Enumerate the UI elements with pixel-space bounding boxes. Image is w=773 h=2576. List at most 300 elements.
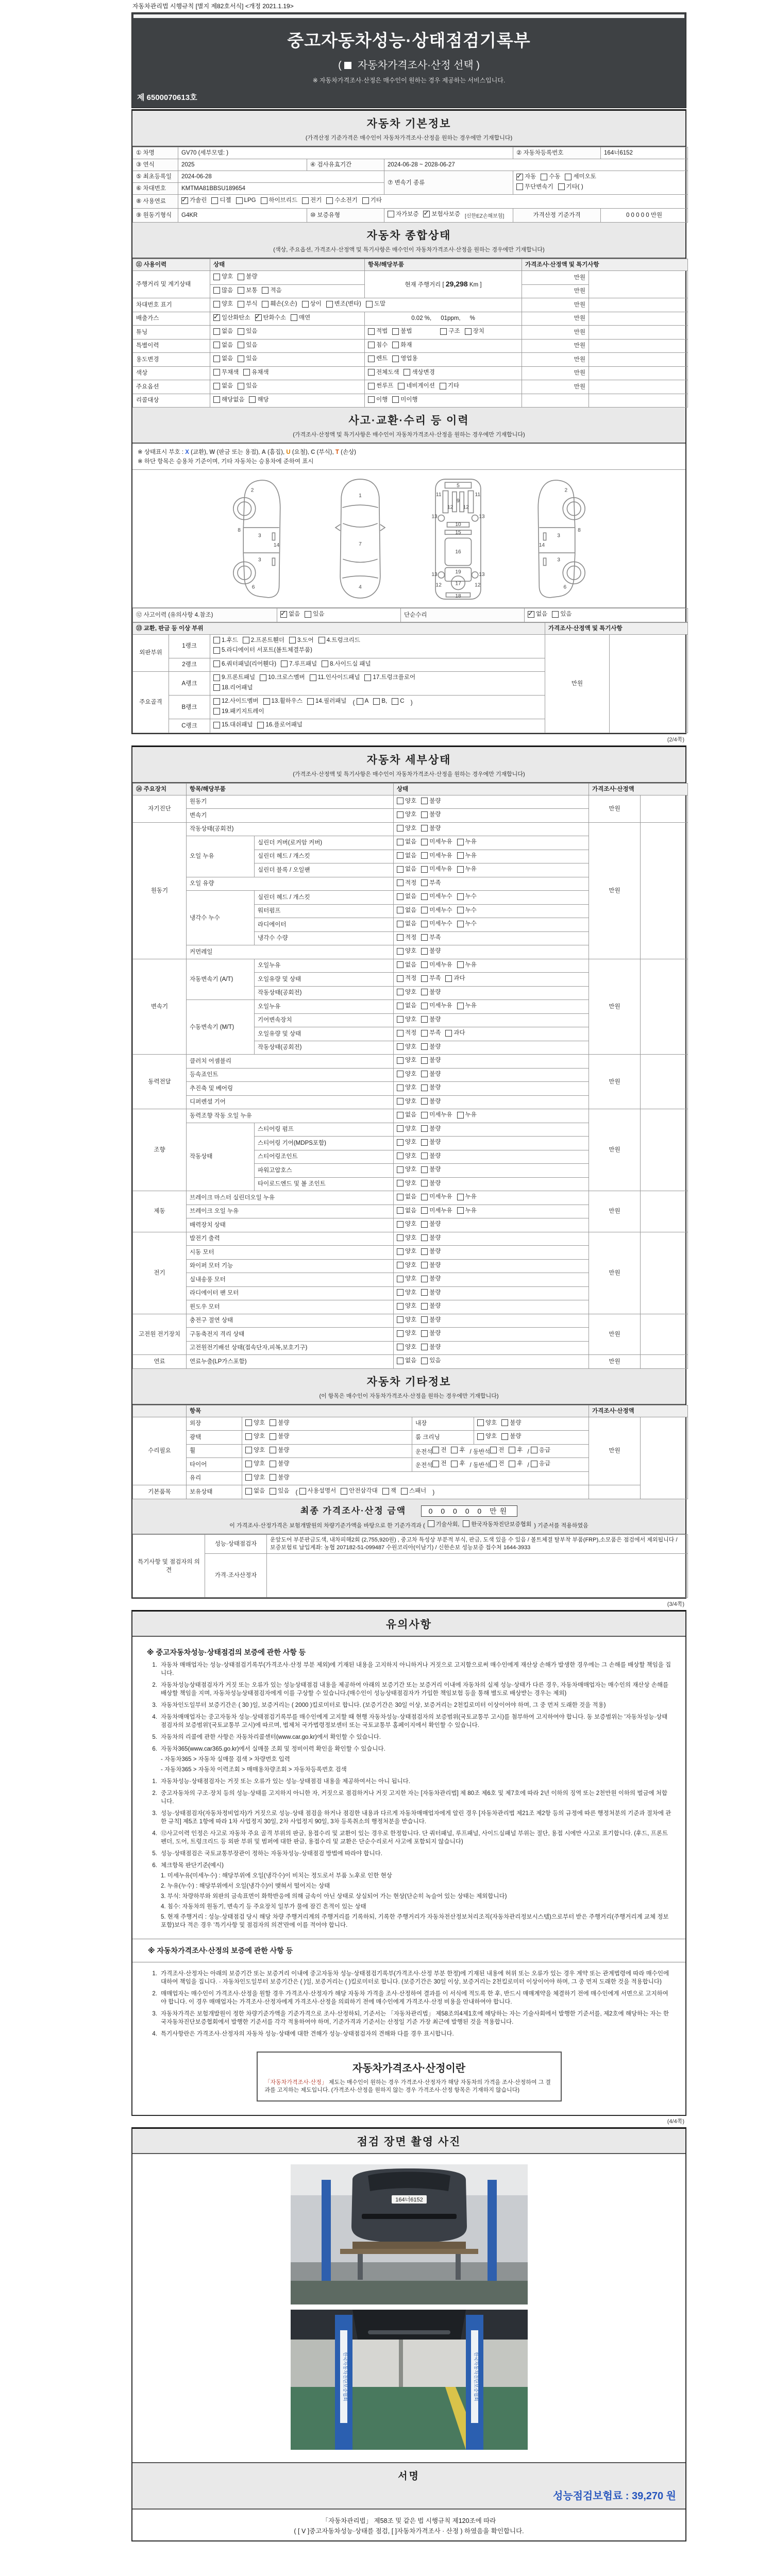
checkbox[interactable]: ✓ 보험사보증 bbox=[423, 210, 460, 218]
checkbox[interactable]: 적법 bbox=[368, 327, 388, 335]
checkbox[interactable]: 불량 bbox=[270, 1432, 289, 1440]
checkbox[interactable]: 있음 bbox=[421, 1357, 441, 1365]
checkbox[interactable]: 적정 bbox=[397, 934, 416, 942]
checkbox[interactable]: 보통 bbox=[238, 286, 257, 295]
checkbox[interactable]: 불량 bbox=[421, 1056, 441, 1064]
checkbox[interactable]: 불량 bbox=[421, 1220, 441, 1228]
checkbox[interactable]: 많음 bbox=[213, 286, 233, 295]
checkbox[interactable]: 부족 bbox=[421, 879, 441, 887]
checkbox[interactable]: 불량 bbox=[421, 1302, 441, 1310]
checkbox[interactable]: 없음 bbox=[397, 892, 416, 901]
checkbox[interactable]: 이행 bbox=[368, 396, 388, 404]
table-cell: 오일누유 bbox=[255, 959, 394, 973]
checkbox[interactable]: 불량 bbox=[270, 1419, 289, 1427]
final-price-note bbox=[132, 1520, 685, 1530]
inspector-opinion-table bbox=[132, 1534, 688, 1598]
table-cell: GV70 (세부모델: ) bbox=[178, 147, 513, 159]
notice-list-2 bbox=[146, 1777, 672, 1929]
checkbox[interactable]: 무채색 bbox=[213, 368, 239, 377]
checkbox[interactable]: 양호 bbox=[397, 1247, 416, 1256]
table-cell: 만원 bbox=[522, 366, 589, 380]
checkbox[interactable]: 과다 bbox=[445, 974, 465, 982]
table-cell: 차대번호 표기 bbox=[133, 298, 210, 312]
table-cell bbox=[474, 1417, 589, 1431]
checkbox[interactable]: 적음 bbox=[262, 286, 281, 295]
checkbox[interactable]: 양호 bbox=[397, 1329, 416, 1337]
checkbox[interactable]: 누유 bbox=[457, 865, 477, 873]
checkbox[interactable]: 13.휠하우스 bbox=[263, 697, 303, 705]
checkbox[interactable]: 양호 bbox=[397, 797, 416, 805]
checkbox[interactable]: 침수 bbox=[368, 341, 388, 349]
table-cell: 오일유량 및 상태 bbox=[255, 973, 394, 987]
table-cell bbox=[394, 1150, 589, 1164]
checkbox[interactable]: 불량 bbox=[421, 1261, 441, 1269]
checkbox[interactable]: 세미오토 bbox=[565, 173, 596, 181]
checkbox[interactable]: 누수 bbox=[457, 892, 477, 901]
checkbox[interactable]: 미세누유 bbox=[421, 838, 452, 846]
checkbox[interactable]: 응급 bbox=[531, 1446, 550, 1454]
svg-text:2: 2 bbox=[250, 487, 254, 494]
checkbox[interactable]: 불량 bbox=[421, 1152, 441, 1160]
checkbox[interactable]: 잭 bbox=[382, 1487, 396, 1495]
checkbox[interactable]: 렌트 bbox=[368, 354, 388, 363]
checkbox[interactable]: 양호 bbox=[245, 1432, 265, 1440]
checkbox[interactable]: 10.크로스멤버 bbox=[260, 673, 305, 682]
checkbox[interactable]: 적정 bbox=[397, 974, 416, 982]
checkbox[interactable]: 적정 bbox=[397, 1029, 416, 1037]
checkbox[interactable]: 미세누유 bbox=[421, 1207, 452, 1215]
checkbox[interactable]: 기타 bbox=[362, 196, 382, 205]
checkbox[interactable]: 자가보증 bbox=[388, 210, 418, 218]
svg-text:19: 19 bbox=[455, 569, 461, 575]
notice-sec2-text: ※ 자동차가격조사·산정의 보증에 관한 사항 등 bbox=[148, 1946, 293, 1955]
table-cell bbox=[365, 339, 522, 353]
checkbox[interactable]: ✓ 자동 bbox=[516, 173, 536, 181]
table-cell bbox=[394, 1218, 589, 1232]
svg-text:17: 17 bbox=[455, 581, 461, 587]
checkbox[interactable]: 양호 bbox=[397, 1015, 416, 1024]
checkbox[interactable]: 있음 bbox=[305, 610, 324, 618]
checkbox[interactable]: 양호 bbox=[397, 988, 416, 996]
table-cell bbox=[394, 1273, 589, 1287]
table-cell: 윈도우 모터 bbox=[187, 1300, 394, 1314]
checkbox[interactable]: 양호 bbox=[397, 947, 416, 955]
checkbox[interactable]: 양호 bbox=[245, 1419, 265, 1427]
checkbox[interactable]: 전 bbox=[490, 1460, 504, 1468]
checkbox[interactable]: 기타( ) bbox=[558, 183, 583, 191]
checkbox[interactable]: 변조(변타) bbox=[326, 300, 361, 308]
table-cell: 만원 bbox=[522, 271, 589, 285]
checkbox[interactable]: 불량 bbox=[421, 797, 441, 805]
checkbox[interactable]: 없음 bbox=[397, 838, 416, 846]
checkbox[interactable]: 7.루프패널 bbox=[281, 660, 317, 668]
notice-list-3 bbox=[146, 1970, 672, 2038]
legend-code: W bbox=[209, 449, 215, 455]
checkbox[interactable]: 누수 bbox=[457, 920, 477, 928]
checkbox[interactable]: 불량 bbox=[421, 1015, 441, 1024]
svg-text:13: 13 bbox=[478, 571, 485, 578]
checkbox[interactable]: 양호 bbox=[397, 1302, 416, 1310]
checkbox[interactable]: 디젤 bbox=[211, 196, 231, 205]
checkbox[interactable]: 없음 bbox=[397, 1357, 416, 1365]
checkbox[interactable]: 불량 bbox=[421, 1247, 441, 1256]
checkbox[interactable]: 불량 bbox=[421, 1234, 441, 1242]
checkbox[interactable]: 상이 bbox=[302, 300, 322, 308]
checkbox[interactable]: 후 bbox=[451, 1460, 465, 1468]
checkbox[interactable]: 부식 bbox=[238, 300, 257, 308]
table-cell: 제동 bbox=[133, 1191, 187, 1232]
checkbox[interactable]: 누유 bbox=[457, 1193, 477, 1201]
checkbox[interactable]: 누유 bbox=[457, 852, 477, 860]
checkbox[interactable]: 부족 bbox=[421, 934, 441, 942]
checkbox[interactable]: 적정 bbox=[397, 879, 416, 887]
checkbox[interactable]: 전기 bbox=[302, 196, 322, 205]
checkbox[interactable]: 있음 bbox=[270, 1487, 289, 1495]
checkbox[interactable]: 6.쿼터패널(리어휀다) bbox=[213, 660, 276, 668]
table-cell bbox=[589, 271, 688, 298]
checkbox[interactable]: 불량 bbox=[421, 1165, 441, 1174]
table-cell: 만원 bbox=[589, 1314, 641, 1355]
table-cell: 만원 bbox=[589, 1355, 641, 1369]
table-cell: 만원 bbox=[522, 380, 589, 394]
notice-item: 2. 매매업자는 매수인이 가격조사·산정을 원할 경우 가격조사·산정자가 해당 자동차 가격을 조사·산정하여 결과를 이 서식에 적도록 한 후, 반드시 매매계약을 체결하기 전에 매수인에게 서면으로 고지하여야 합니다. 이 경우 매매업자는 가격조사·산정자에게 가격조사·산정을 의뢰하기 전에 매수인에게 가격조사·산정 비용을 안내하여야 합니다. bbox=[152, 1991, 668, 2005]
table-cell bbox=[210, 353, 365, 367]
checkbox[interactable]: 안전삼각대 bbox=[341, 1487, 378, 1495]
checkbox[interactable]: 없음 bbox=[397, 961, 416, 969]
checkbox[interactable]: 없음 bbox=[397, 865, 416, 873]
final-price-note-post: ) 기준서를 적용하였음 bbox=[534, 1522, 589, 1529]
band-accident-sub: (가격조사·산정액 및 특기사항은 매수인이 자동차가격조사·산정을 원하는 경우에만 기재합니다) bbox=[293, 432, 525, 438]
table-cell: ⑪ 사용이력 bbox=[133, 259, 210, 271]
checkbox[interactable]: 12.사이드멤버 bbox=[213, 697, 259, 705]
checkbox[interactable]: 미세누유 bbox=[421, 1111, 452, 1119]
checkbox[interactable]: 양호 bbox=[397, 1125, 416, 1133]
checkbox[interactable]: 없음 bbox=[213, 341, 233, 349]
checkbox[interactable]: 9.프론트패널 bbox=[213, 673, 255, 682]
checkbox[interactable]: 불량 bbox=[421, 947, 441, 955]
box-basic-overall-accident bbox=[131, 109, 686, 734]
performance-insurance-fee: 성능점검보험료 : 39,270 원 bbox=[552, 2490, 676, 2502]
table-cell bbox=[178, 195, 688, 209]
table-cell: 클러치 어셈블리 bbox=[187, 1055, 394, 1069]
checkbox[interactable]: 응급 bbox=[531, 1460, 550, 1468]
checkbox[interactable]: 양호 bbox=[397, 1083, 416, 1092]
table-cell: 현재 주행거리 [ 29,298 Km ] bbox=[365, 271, 522, 298]
checkbox[interactable]: 5.라디에이터 서포트(볼트체결부품) bbox=[213, 646, 312, 654]
checkbox[interactable]: 없음 bbox=[397, 852, 416, 860]
table-cell bbox=[394, 1027, 589, 1041]
checkbox[interactable]: 불량 bbox=[501, 1419, 521, 1427]
checkbox[interactable]: 미세누수 bbox=[421, 892, 452, 901]
checkbox[interactable]: 없음 bbox=[397, 1207, 416, 1215]
checkbox[interactable]: 없음 bbox=[213, 382, 233, 390]
svg-text:6: 6 bbox=[563, 584, 566, 590]
final-price-amount: 0 0 0 0 0 만원 bbox=[421, 1505, 517, 1517]
table-cell bbox=[589, 339, 688, 353]
checkbox[interactable]: 양호 bbox=[397, 1070, 416, 1078]
checkbox[interactable]: 훼손(오손) bbox=[262, 300, 297, 308]
checkbox[interactable]: 후 bbox=[509, 1460, 523, 1468]
checkbox[interactable]: 양호 bbox=[397, 1138, 416, 1146]
svg-text:4: 4 bbox=[358, 584, 362, 590]
checkbox[interactable]: 썬루프 bbox=[368, 382, 393, 390]
table-cell: 만원 bbox=[589, 959, 641, 1055]
checkbox[interactable]: C bbox=[392, 697, 404, 705]
checkbox[interactable]: 미세누수 bbox=[421, 920, 452, 928]
checkbox[interactable]: 양호 bbox=[397, 1261, 416, 1269]
table-cell bbox=[394, 1246, 589, 1260]
table-cell: 주행거리 및 계기상태 bbox=[133, 271, 210, 298]
checkbox[interactable]: 과다 bbox=[445, 1029, 465, 1037]
table-cell bbox=[210, 326, 365, 340]
table-cell bbox=[365, 366, 522, 380]
table-cell bbox=[394, 1013, 589, 1027]
checkbox[interactable]: 불량 bbox=[421, 1097, 441, 1106]
checkbox[interactable]: 있음 bbox=[552, 610, 572, 618]
checkbox[interactable]: 미세누유 bbox=[421, 865, 452, 873]
checkbox[interactable]: 3.도어 bbox=[289, 636, 314, 645]
checkbox[interactable]: 양호 bbox=[397, 1043, 416, 1051]
table-cell bbox=[277, 608, 401, 622]
checkbox[interactable]: A bbox=[357, 697, 369, 705]
table-cell bbox=[210, 271, 365, 285]
checkbox[interactable]: 없음 bbox=[397, 920, 416, 928]
table-cell: ⑭ 주요장치 bbox=[133, 783, 187, 795]
checkbox[interactable]: 없음 bbox=[245, 1487, 265, 1495]
table-cell bbox=[589, 1485, 641, 1499]
checkbox[interactable]: 4.트렁크리드 bbox=[318, 636, 360, 645]
table-cell bbox=[589, 380, 688, 394]
checkbox[interactable]: 하이브리드 bbox=[261, 196, 298, 205]
band-photos bbox=[132, 2129, 685, 2154]
checkbox[interactable]: 불량 bbox=[421, 1316, 441, 1324]
checkbox[interactable]: 양호 bbox=[397, 1179, 416, 1188]
checkbox[interactable]: 누유 bbox=[457, 1111, 477, 1119]
checkbox[interactable]: 불량 bbox=[421, 1329, 441, 1337]
checkbox[interactable]: 없음 bbox=[397, 906, 416, 914]
checkbox[interactable]: 불량 bbox=[270, 1446, 289, 1454]
checkbox[interactable]: 불법 bbox=[392, 327, 412, 335]
checkbox[interactable]: 11.인사이드패널 bbox=[310, 673, 360, 682]
table-cell: 외판부위 bbox=[133, 634, 169, 672]
checkbox[interactable]: 1.후드 bbox=[213, 636, 238, 645]
table-cell bbox=[394, 850, 589, 863]
checkbox[interactable]: 없음 bbox=[397, 1002, 416, 1010]
checkbox[interactable]: 기타 bbox=[440, 382, 459, 390]
checkbox[interactable]: 부족 bbox=[421, 1029, 441, 1037]
table-cell: 164너6152 bbox=[601, 147, 688, 159]
subtitle-open: ( bbox=[338, 60, 342, 71]
checkbox[interactable]: 양호 bbox=[397, 1289, 416, 1297]
checkbox[interactable]: 후 bbox=[509, 1446, 523, 1454]
checkbox[interactable]: 수소전기 bbox=[326, 196, 357, 205]
checkbox[interactable]: 불량 bbox=[501, 1432, 521, 1440]
checkbox[interactable]: 후 bbox=[451, 1446, 465, 1454]
notice-item: 4. ⑫사고이력 인정은 사고로 자동차 주요 골격 부위의 판금, 용접수리 및 교환이 있는 경우로 한정합니다. 단 쿼터패널, 루프패널, 사이드실패널 부위는 절단, 용접 시에만 사고로 표기합니다. (후드, 프론트펜더, 도어, 트렁크리드 등 외판 부위 및 범퍼에 대한 판금, 용접수리 및 교환은 단순수리로서 사고에 포함되지 않습니다) bbox=[152, 1831, 668, 1845]
checkbox[interactable]: 누수 bbox=[457, 906, 477, 914]
table-cell: 0 0 0 0 0 만원 bbox=[601, 208, 688, 223]
checkbox[interactable]: 유채색 bbox=[243, 368, 268, 377]
table-cell: 워터펌프 bbox=[255, 904, 394, 918]
checkbox[interactable]: 양호 bbox=[245, 1460, 265, 1468]
checkbox[interactable]: 양호 bbox=[477, 1432, 497, 1440]
checkbox[interactable]: 해당없음 bbox=[213, 396, 244, 404]
checkbox[interactable]: 미이행 bbox=[392, 396, 417, 404]
checkbox[interactable]: 18.리어패널 bbox=[213, 684, 253, 692]
checkbox[interactable]: 스패너 bbox=[401, 1487, 426, 1495]
checkbox[interactable]: 없음 bbox=[213, 354, 233, 363]
checkbox[interactable]: 15.대쉬패널 bbox=[213, 721, 253, 729]
checkbox[interactable]: 미세누유 bbox=[421, 1193, 452, 1201]
checkbox[interactable]: 누유 bbox=[457, 961, 477, 969]
checkbox[interactable]: 미세누유 bbox=[421, 852, 452, 860]
band-overall-title: 자동차 종합상태 bbox=[366, 230, 451, 242]
checkbox[interactable]: 기술사회, bbox=[428, 1520, 460, 1528]
checkbox[interactable]: 장치 bbox=[465, 327, 484, 335]
checkbox[interactable]: 있음 bbox=[238, 341, 257, 349]
checkbox[interactable]: 미세누유 bbox=[421, 961, 452, 969]
footer-line-2: ( [ V ]중고자동차성능·상태를 점검, [ ]자동차가격조사 · 산정 ) 하였음을 확인합니다. bbox=[294, 2528, 524, 2535]
checkbox[interactable]: ✓ 없음 bbox=[528, 610, 547, 618]
checkbox[interactable]: 2.프론트휀더 bbox=[243, 636, 284, 645]
infobox-body bbox=[265, 2079, 553, 2094]
table-cell bbox=[589, 298, 688, 312]
checkbox[interactable]: 불량 bbox=[421, 1179, 441, 1188]
table-cell bbox=[365, 380, 522, 394]
checkbox[interactable]: ✓ 탄화수소 bbox=[255, 314, 286, 322]
checkbox[interactable]: 미세누유 bbox=[421, 1002, 452, 1010]
checkbox[interactable]: B, bbox=[373, 697, 387, 705]
checkbox[interactable]: 전 bbox=[432, 1446, 446, 1454]
checkbox[interactable]: 양호 bbox=[245, 1446, 265, 1454]
infobox-body-text: 제도는 매수인이 원하는 경우 가격조사·산정자가 해당 자동차의 가격을 조사·산정하여 그 결과를 고지하는 제도입니다. (가격조사·산정을 원하지 않는 경우 가격조사·산정 항목은 기재하지 않습니다) bbox=[264, 2079, 551, 2093]
checkbox[interactable]: 누유 bbox=[457, 1207, 477, 1215]
checkbox[interactable]: 누유 bbox=[457, 1002, 477, 1010]
checkbox[interactable]: 양호 bbox=[245, 1473, 265, 1482]
checkbox[interactable]: 양호 bbox=[397, 1056, 416, 1064]
footer-confirmation bbox=[132, 2510, 685, 2540]
checkbox[interactable]: 양호 bbox=[397, 1165, 416, 1174]
checkbox[interactable]: 불량 bbox=[421, 1083, 441, 1092]
checkbox[interactable]: 불량 bbox=[421, 1070, 441, 1078]
checkbox[interactable]: 불량 bbox=[421, 1343, 441, 1351]
table-cell bbox=[394, 904, 589, 918]
table-cell: 2024-06-28 bbox=[178, 171, 384, 183]
table-cell: 만원 bbox=[522, 353, 589, 367]
checkbox[interactable]: 불량 bbox=[421, 1125, 441, 1133]
checkbox[interactable]: 화재 bbox=[392, 341, 412, 349]
checkbox[interactable]: ✓ 일산화탄소 bbox=[213, 314, 250, 322]
checkbox[interactable]: 양호 bbox=[397, 1097, 416, 1106]
checkbox[interactable]: 없음 bbox=[397, 1193, 416, 1201]
checkbox[interactable]: 전 bbox=[490, 1446, 504, 1454]
table-cell bbox=[394, 1191, 589, 1205]
checkbox[interactable]: 매연 bbox=[291, 314, 310, 322]
checkbox[interactable]: 불량 bbox=[270, 1473, 289, 1482]
table-cell bbox=[394, 1041, 589, 1055]
checkbox[interactable]: 색상변경 bbox=[404, 368, 434, 377]
checkbox[interactable]: 16.플로어패널 bbox=[257, 721, 303, 729]
checkbox[interactable]: 8.사이드실 패널 bbox=[322, 660, 371, 668]
checkbox[interactable]: 불량 bbox=[238, 273, 257, 281]
car-diagram-right-side bbox=[517, 476, 595, 602]
table-cell bbox=[394, 1055, 589, 1069]
checkbox[interactable]: 양호 bbox=[397, 1316, 416, 1324]
checkbox[interactable]: 도말 bbox=[366, 300, 385, 308]
checkbox[interactable]: 양호 bbox=[397, 824, 416, 833]
table-cell: 시동 모터 bbox=[187, 1246, 394, 1260]
checkbox[interactable]: 한국자동차진단보증협회 bbox=[463, 1520, 531, 1528]
checkbox[interactable]: ✓ 가솔린 bbox=[181, 196, 207, 205]
checkbox[interactable]: 부족 bbox=[421, 974, 441, 982]
checkbox[interactable]: 미세누수 bbox=[421, 906, 452, 914]
checkbox[interactable]: ✓ 없음 bbox=[280, 610, 300, 618]
checkbox[interactable]: 불량 bbox=[421, 1289, 441, 1297]
checkbox[interactable]: 불량 bbox=[421, 1275, 441, 1283]
checkbox[interactable]: 불량 bbox=[421, 1138, 441, 1146]
table-cell: 항목/해당부품 bbox=[365, 259, 522, 271]
checkbox[interactable]: 영업용 bbox=[392, 354, 417, 363]
svg-text:1: 1 bbox=[358, 493, 362, 499]
checkbox[interactable]: 17.트렁크플로어 bbox=[364, 673, 415, 682]
checkbox[interactable]: 있음 bbox=[238, 354, 257, 363]
checkbox[interactable]: 불량 bbox=[421, 810, 441, 819]
checkbox[interactable]: 있음 bbox=[238, 327, 257, 335]
checkbox[interactable]: 전체도색 bbox=[368, 368, 399, 377]
checkbox[interactable]: 불량 bbox=[421, 988, 441, 996]
checkbox[interactable]: LPG bbox=[236, 196, 256, 205]
checkbox[interactable]: 양호 bbox=[213, 273, 233, 281]
checkbox[interactable]: 해당 bbox=[249, 396, 268, 404]
checkbox[interactable]: 네비게이션 bbox=[398, 382, 435, 390]
table-cell bbox=[394, 809, 589, 823]
checkbox[interactable]: 불량 bbox=[270, 1460, 289, 1468]
table-cell: ⑧ 사용연료 bbox=[133, 195, 178, 209]
notice-item: 2. 자동차성능상태점검자가 거짓 또는 오류가 있는 성능상태점검 내용을 제공하여 아래의 보증기간 또는 보증거리 이내에 자동차의 실제 성능·상태가 다른 경우, 자동차매매업자는 매수인의 재산상 손해를 배상할 책임을 지며, 자동차성능상태점검자에게 이를 구상할 수 있습니다.(매수인이 성능상태점검자가 가입한 책임보험 등을 통해 별도로 배상받는 경우는 제외) bbox=[152, 1682, 669, 1697]
checkbox[interactable]: 양호 bbox=[397, 1234, 416, 1242]
table-cell: 등속죠인트 bbox=[187, 1068, 394, 1082]
checkbox[interactable]: 전 bbox=[432, 1460, 446, 1468]
checkbox[interactable]: 양호 bbox=[397, 1152, 416, 1160]
checkbox[interactable]: 양호 bbox=[397, 1220, 416, 1228]
table-cell: 와이퍼 모터 기능 bbox=[187, 1259, 394, 1273]
table-cell: 1랭크 bbox=[169, 634, 210, 658]
checkbox[interactable]: 없음 bbox=[213, 327, 233, 335]
checkbox[interactable]: 14.필러패널 bbox=[307, 697, 346, 705]
checkbox[interactable]: 사용설명서 bbox=[299, 1487, 337, 1495]
checkbox[interactable]: 누유 bbox=[457, 838, 477, 846]
table-cell bbox=[474, 1431, 589, 1445]
checkbox[interactable]: 양호 bbox=[397, 1343, 416, 1351]
checkbox[interactable]: 구조 bbox=[440, 327, 460, 335]
checkbox[interactable]: 양호 bbox=[213, 300, 233, 308]
checkbox[interactable]: 불량 bbox=[421, 824, 441, 833]
svg-text:12: 12 bbox=[463, 504, 469, 511]
checkbox[interactable]: 19.패키지트레이 bbox=[213, 707, 264, 716]
checkbox[interactable]: 없음 bbox=[397, 1111, 416, 1119]
checkbox[interactable]: 수동 bbox=[541, 173, 560, 181]
checkbox[interactable]: 양호 bbox=[477, 1419, 497, 1427]
table-cell: 자동변속기 (A/T) bbox=[187, 959, 255, 1000]
table-cell: 스티어링조인트 bbox=[255, 1150, 394, 1164]
table-cell: 자기진단 bbox=[133, 795, 187, 822]
checkbox[interactable]: 있음 bbox=[238, 382, 257, 390]
checkbox[interactable]: 양호 bbox=[397, 810, 416, 819]
table-cell: 수리필요 bbox=[133, 1417, 187, 1485]
checkbox[interactable]: 양호 bbox=[397, 1275, 416, 1283]
checkbox[interactable]: 무단변속기 bbox=[516, 183, 553, 191]
checkbox[interactable]: 불량 bbox=[421, 1043, 441, 1051]
